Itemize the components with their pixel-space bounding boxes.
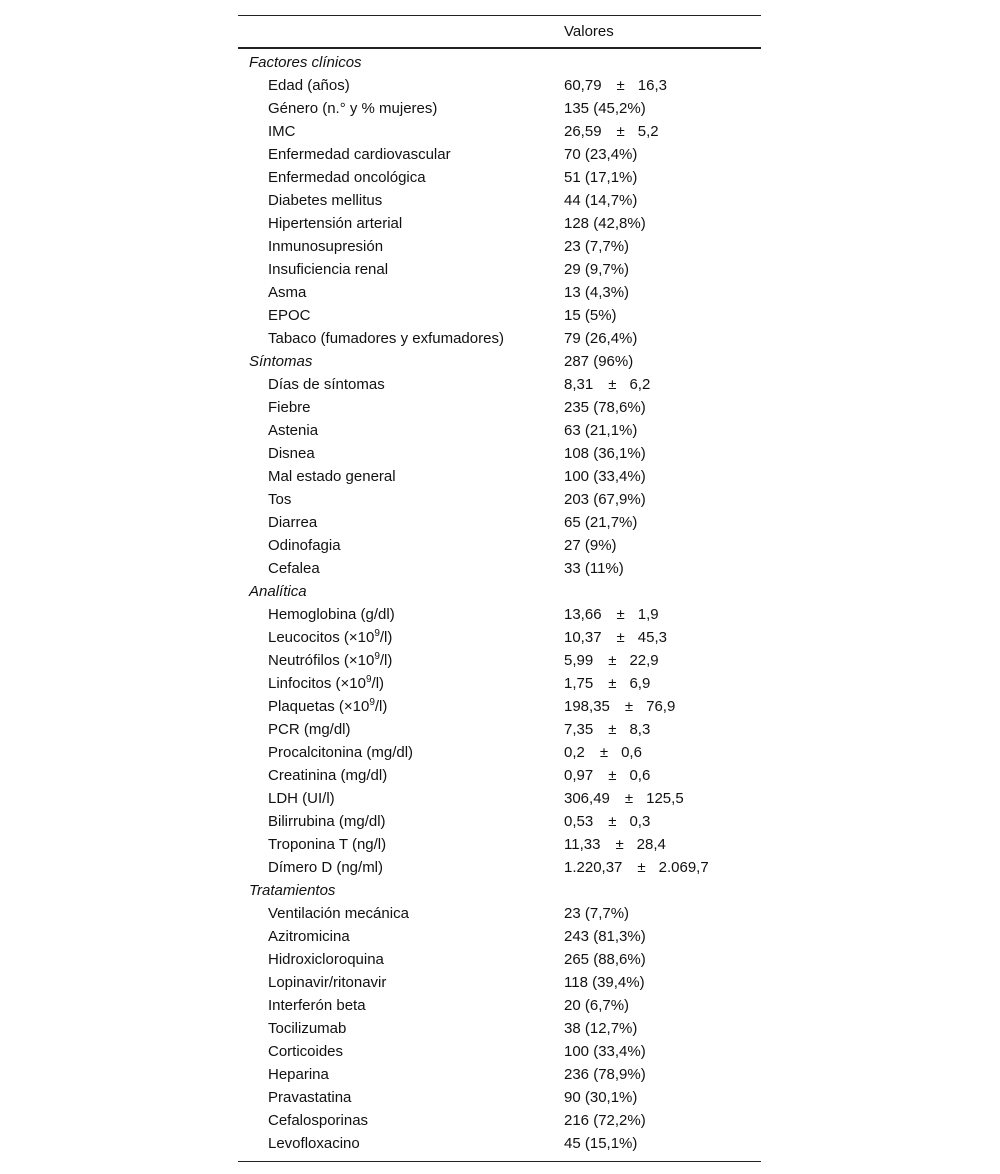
row-value (564, 695, 675, 718)
row-label-tail: /l) (379, 629, 393, 646)
table-row (238, 1017, 761, 1040)
row-label (268, 718, 351, 741)
row-count: 13 (4,3%) (564, 284, 630, 301)
row-sd: 45,3 (637, 629, 667, 646)
table-row (238, 1109, 761, 1132)
row-count: 100 (33,4%) (564, 1043, 646, 1060)
row-label (268, 925, 350, 948)
row-value (564, 1132, 637, 1155)
table-row (238, 120, 761, 143)
table-row (238, 787, 761, 810)
row-label-text: Tocilizumab (268, 1020, 347, 1037)
table-row (238, 695, 761, 718)
row-label (268, 120, 296, 143)
row-label-text: Corticoides (268, 1043, 344, 1060)
row-count: 235 (78,6%) (564, 399, 646, 416)
row-value (564, 764, 650, 787)
table-row (238, 488, 761, 511)
row-label (268, 833, 386, 856)
row-label-text: Bilirrubina (mg/dl) (268, 813, 386, 830)
row-count: 203 (67,9%) (564, 491, 646, 508)
row-label-text: Género (n.° y % mujeres) (268, 100, 438, 117)
row-count: 65 (21,7%) (564, 514, 638, 531)
row-count: 45 (15,1%) (564, 1135, 638, 1152)
row-sd: 0,6 (629, 767, 651, 784)
row-count: 79 (26,4%) (564, 330, 638, 347)
row-label (268, 235, 383, 258)
row-label-text: Azitromicina (268, 928, 350, 945)
row-value (564, 120, 659, 143)
row-mean: 0,97 (564, 767, 594, 784)
table-row (238, 741, 761, 764)
row-value (564, 419, 637, 442)
row-count: 44 (14,7%) (564, 192, 638, 209)
clinical-characteristics-table (238, 15, 761, 1162)
row-count: 118 (39,4%) (564, 974, 645, 991)
table-row (238, 603, 761, 626)
table-row (238, 189, 761, 212)
row-label-text: Pravastatina (268, 1089, 352, 1106)
row-mean: 306,49 (564, 790, 610, 807)
row-label (268, 971, 386, 994)
row-value (564, 534, 617, 557)
row-value (564, 925, 646, 948)
row-label (268, 856, 383, 879)
row-label (268, 258, 388, 281)
table-row (238, 948, 761, 971)
row-value (564, 304, 617, 327)
table-row (238, 994, 761, 1017)
plus-minus-sign: ± (608, 721, 617, 738)
row-count: 90 (30,1%) (564, 1089, 638, 1106)
row-label-text: Hidroxicloroquina (268, 951, 384, 968)
row-label (268, 1063, 329, 1086)
row-mean: 8,31 (564, 376, 594, 393)
row-label-tail: /l) (374, 698, 388, 715)
row-count: 38 (12,7%) (564, 1020, 638, 1037)
row-label (268, 741, 413, 764)
row-label (268, 304, 311, 327)
row-count: 29 (9,7%) (564, 261, 630, 278)
row-label-superscript: 9 (369, 697, 375, 708)
row-count: 236 (78,9%) (564, 1066, 646, 1083)
row-value (564, 488, 646, 511)
row-value (564, 166, 637, 189)
row-label (268, 396, 311, 419)
row-value (564, 373, 650, 396)
row-value (564, 442, 646, 465)
table-row (238, 718, 761, 741)
row-label-text: Diarrea (268, 514, 318, 531)
row-count: 63 (21,1%) (564, 422, 638, 439)
row-sd: 0,3 (629, 813, 651, 830)
row-label-text: Heparina (268, 1066, 329, 1083)
table-row (238, 810, 761, 833)
row-count: 20 (6,7%) (564, 997, 630, 1014)
row-label-text: Mal estado general (268, 468, 396, 485)
table-row (238, 557, 761, 580)
row-value (564, 1040, 646, 1063)
table-row (238, 97, 761, 120)
row-sd: 1,9 (637, 606, 659, 623)
row-label-text: PCR (mg/dl) (268, 721, 351, 738)
row-mean: 0,2 (564, 744, 585, 761)
table-row (238, 166, 761, 189)
row-value (564, 856, 709, 879)
row-label-text: Disnea (268, 445, 315, 462)
row-value (564, 994, 629, 1017)
row-label-tail: /l) (371, 675, 385, 692)
table-row (238, 1040, 761, 1063)
section-header-row (238, 580, 761, 603)
row-mean: 60,79 (564, 77, 602, 94)
plus-minus-sign: ± (616, 629, 625, 646)
row-label-text: Linfocitos (×10 (268, 675, 366, 692)
table-row (238, 327, 761, 350)
row-sd: 22,9 (629, 652, 659, 669)
row-value (564, 1017, 637, 1040)
row-count: 23 (7,7%) (564, 905, 630, 922)
row-label (268, 948, 384, 971)
row-mean: 10,37 (564, 629, 602, 646)
table-row (238, 419, 761, 442)
plus-minus-sign: ± (624, 698, 634, 715)
table-row (238, 1063, 761, 1086)
row-count: 216 (72,2%) (564, 1112, 646, 1129)
row-label-text: Dímero D (ng/ml) (268, 859, 384, 876)
table-row (238, 1086, 761, 1109)
row-value (564, 833, 666, 856)
row-mean: 7,35 (564, 721, 594, 738)
row-label (268, 603, 395, 626)
row-value (564, 281, 629, 304)
row-label-text: Cefalea (268, 560, 320, 577)
row-label-superscript: 9 (365, 674, 372, 685)
table-body (238, 49, 761, 1161)
row-value (564, 1109, 646, 1132)
row-value (564, 1063, 646, 1086)
row-value (564, 143, 637, 166)
row-label-text: Diabetes mellitus (268, 192, 383, 209)
row-label (268, 1040, 343, 1063)
row-label (268, 166, 426, 189)
table-row (238, 626, 761, 649)
row-value (564, 672, 650, 695)
row-label-superscript: 9 (374, 628, 380, 639)
table-row (238, 304, 761, 327)
row-value (564, 1086, 637, 1109)
row-sd: 2.069,7 (658, 859, 709, 876)
row-value (564, 74, 667, 97)
row-value (564, 97, 646, 120)
row-label (268, 212, 402, 235)
row-label-text: Enfermedad oncológica (268, 169, 426, 186)
table-row (238, 511, 761, 534)
row-label-text: Creatinina (mg/dl) (268, 767, 388, 784)
row-count: 33 (11%) (564, 560, 624, 577)
row-label (268, 97, 437, 120)
row-label-text: Odinofagia (268, 537, 341, 554)
values-column-header: Valores (564, 23, 614, 40)
plus-minus-sign: ± (608, 376, 617, 393)
row-value (564, 971, 645, 994)
table-row (238, 1132, 761, 1155)
plus-minus-sign: ± (608, 652, 617, 669)
row-count: 27 (9%) (564, 537, 617, 554)
row-mean: 13,66 (564, 606, 602, 623)
row-label (268, 327, 504, 350)
row-sd: 5,2 (637, 123, 659, 140)
row-label (268, 764, 387, 787)
table-row (238, 235, 761, 258)
row-label (268, 1109, 368, 1132)
row-mean: 198,35 (564, 698, 610, 715)
row-count: 265 (88,6%) (564, 951, 646, 968)
table-row (238, 649, 761, 672)
table-row (238, 74, 761, 97)
table-row (238, 925, 761, 948)
row-label (268, 488, 291, 511)
table-row (238, 373, 761, 396)
table-row (238, 764, 761, 787)
table-row (238, 258, 761, 281)
row-value (564, 787, 684, 810)
row-label-text: Fiebre (268, 399, 311, 416)
row-value (564, 810, 650, 833)
row-value (564, 626, 667, 649)
row-label (268, 189, 382, 212)
section-header-row (238, 350, 761, 373)
row-label-text: Levofloxacino (268, 1135, 360, 1152)
row-label-tail: /l) (379, 652, 393, 669)
row-value (564, 189, 637, 212)
row-label-text: Neutrófilos (×10 (268, 652, 375, 669)
table-row (238, 833, 761, 856)
table-row (238, 672, 761, 695)
row-label-superscript: 9 (374, 651, 380, 662)
row-value (564, 212, 646, 235)
table-row (238, 143, 761, 166)
table-row (238, 534, 761, 557)
row-count: 23 (7,7%) (564, 238, 630, 255)
row-value (564, 396, 646, 419)
row-label (268, 143, 451, 166)
row-label-text: Interferón beta (268, 997, 366, 1014)
row-label-text: Inmunosupresión (268, 238, 384, 255)
row-sd: 6,2 (629, 376, 651, 393)
row-mean: 0,53 (564, 813, 594, 830)
row-value (564, 948, 646, 971)
row-sd: 28,4 (636, 836, 666, 853)
row-label (268, 419, 318, 442)
plus-minus-sign: ± (616, 123, 625, 140)
row-label (268, 994, 366, 1017)
row-label (268, 557, 320, 580)
row-label-text: Plaquetas (×10 (268, 698, 370, 715)
table-row (238, 902, 761, 925)
row-value (564, 465, 646, 488)
row-value (564, 718, 650, 741)
row-label (268, 649, 392, 672)
row-label-text: Leucocitos (×10 (268, 629, 375, 646)
section-header-row (238, 51, 761, 74)
row-value (564, 511, 637, 534)
row-sd: 16,3 (637, 77, 667, 94)
row-label (268, 281, 306, 304)
table-row (238, 856, 761, 879)
plus-minus-sign: ± (608, 675, 617, 692)
row-label-text: Tabaco (fumadores y exfumadores) (268, 330, 504, 347)
row-label-text: Hipertensión arterial (268, 215, 403, 232)
row-value (564, 603, 659, 626)
row-value (564, 235, 629, 258)
plus-minus-sign: ± (608, 813, 617, 830)
row-label-text: Astenia (268, 422, 319, 439)
row-count: 108 (36,1%) (564, 445, 646, 462)
row-value (564, 902, 629, 925)
plus-minus-sign: ± (615, 836, 624, 853)
row-label-text: Asma (268, 284, 307, 301)
section-title: Factores clínicos (249, 54, 362, 71)
section-value: 287 (96%) (564, 353, 634, 370)
row-label-text: Insuficiencia renal (268, 261, 389, 278)
row-label-text: Días de síntomas (268, 376, 385, 393)
row-label-text: Troponina T (ng/l) (268, 836, 387, 853)
table-header-row (238, 16, 761, 47)
row-label (268, 511, 317, 534)
row-mean: 11,33 (564, 836, 601, 853)
table-bottom-rule (238, 1161, 761, 1162)
row-sd: 0,6 (621, 744, 642, 761)
table-row (238, 465, 761, 488)
plus-minus-sign: ± (599, 744, 609, 761)
row-label (268, 1132, 360, 1155)
row-label-text: Cefalosporinas (268, 1112, 369, 1129)
row-label (268, 373, 385, 396)
row-label (268, 787, 335, 810)
row-label (268, 672, 384, 695)
plus-minus-sign: ± (637, 859, 646, 876)
row-count: 70 (23,4%) (564, 146, 638, 163)
row-count: 135 (45,2%) (564, 100, 646, 117)
table-row (238, 281, 761, 304)
row-mean: 5,99 (564, 652, 594, 669)
row-label (268, 442, 315, 465)
row-label (268, 695, 387, 718)
row-sd: 8,3 (629, 721, 651, 738)
row-label (268, 534, 341, 557)
row-count: 15 (5%) (564, 307, 617, 324)
row-mean: 1.220,37 (564, 859, 623, 876)
row-sd: 76,9 (646, 698, 676, 715)
plus-minus-sign: ± (616, 606, 625, 623)
row-count: 128 (42,8%) (564, 215, 646, 232)
row-sd: 6,9 (629, 675, 651, 692)
row-count: 100 (33,4%) (564, 468, 646, 485)
row-label-text: Procalcitonina (mg/dl) (268, 744, 414, 761)
row-value (564, 557, 624, 580)
row-label-text: Ventilación mecánica (268, 905, 409, 922)
row-label-text: Lopinavir/ritonavir (268, 974, 387, 991)
row-label-text: LDH (UI/l) (268, 790, 335, 807)
row-label (268, 902, 409, 925)
table-row (238, 212, 761, 235)
plus-minus-sign: ± (608, 767, 617, 784)
row-label (268, 810, 386, 833)
row-label-text: IMC (268, 123, 296, 140)
table-row (238, 396, 761, 419)
table-row (238, 971, 761, 994)
row-label (268, 465, 396, 488)
table-row (238, 442, 761, 465)
row-label (268, 626, 392, 649)
section-title: Síntomas (249, 353, 313, 370)
row-value (564, 741, 642, 764)
row-label (268, 1017, 346, 1040)
row-value (564, 327, 637, 350)
row-label-text: Hemoglobina (g/dl) (268, 606, 395, 623)
section-header-row (238, 879, 761, 902)
row-sd: 125,5 (646, 790, 684, 807)
row-label (268, 74, 350, 97)
row-mean: 26,59 (564, 123, 602, 140)
plus-minus-sign: ± (624, 790, 634, 807)
row-label-text: Tos (268, 491, 292, 508)
row-count: 243 (81,3%) (564, 928, 646, 945)
row-label-text: Enfermedad cardiovascular (268, 146, 451, 163)
section-title: Tratamientos (249, 882, 336, 899)
plus-minus-sign: ± (616, 77, 625, 94)
row-value (564, 258, 629, 281)
row-value (564, 649, 659, 672)
row-label-text: EPOC (268, 307, 311, 324)
row-label (268, 1086, 351, 1109)
row-label-text: Edad (años) (268, 77, 350, 94)
row-mean: 1,75 (564, 675, 594, 692)
section-title: Analítica (249, 583, 307, 600)
row-count: 51 (17,1%) (564, 169, 638, 186)
